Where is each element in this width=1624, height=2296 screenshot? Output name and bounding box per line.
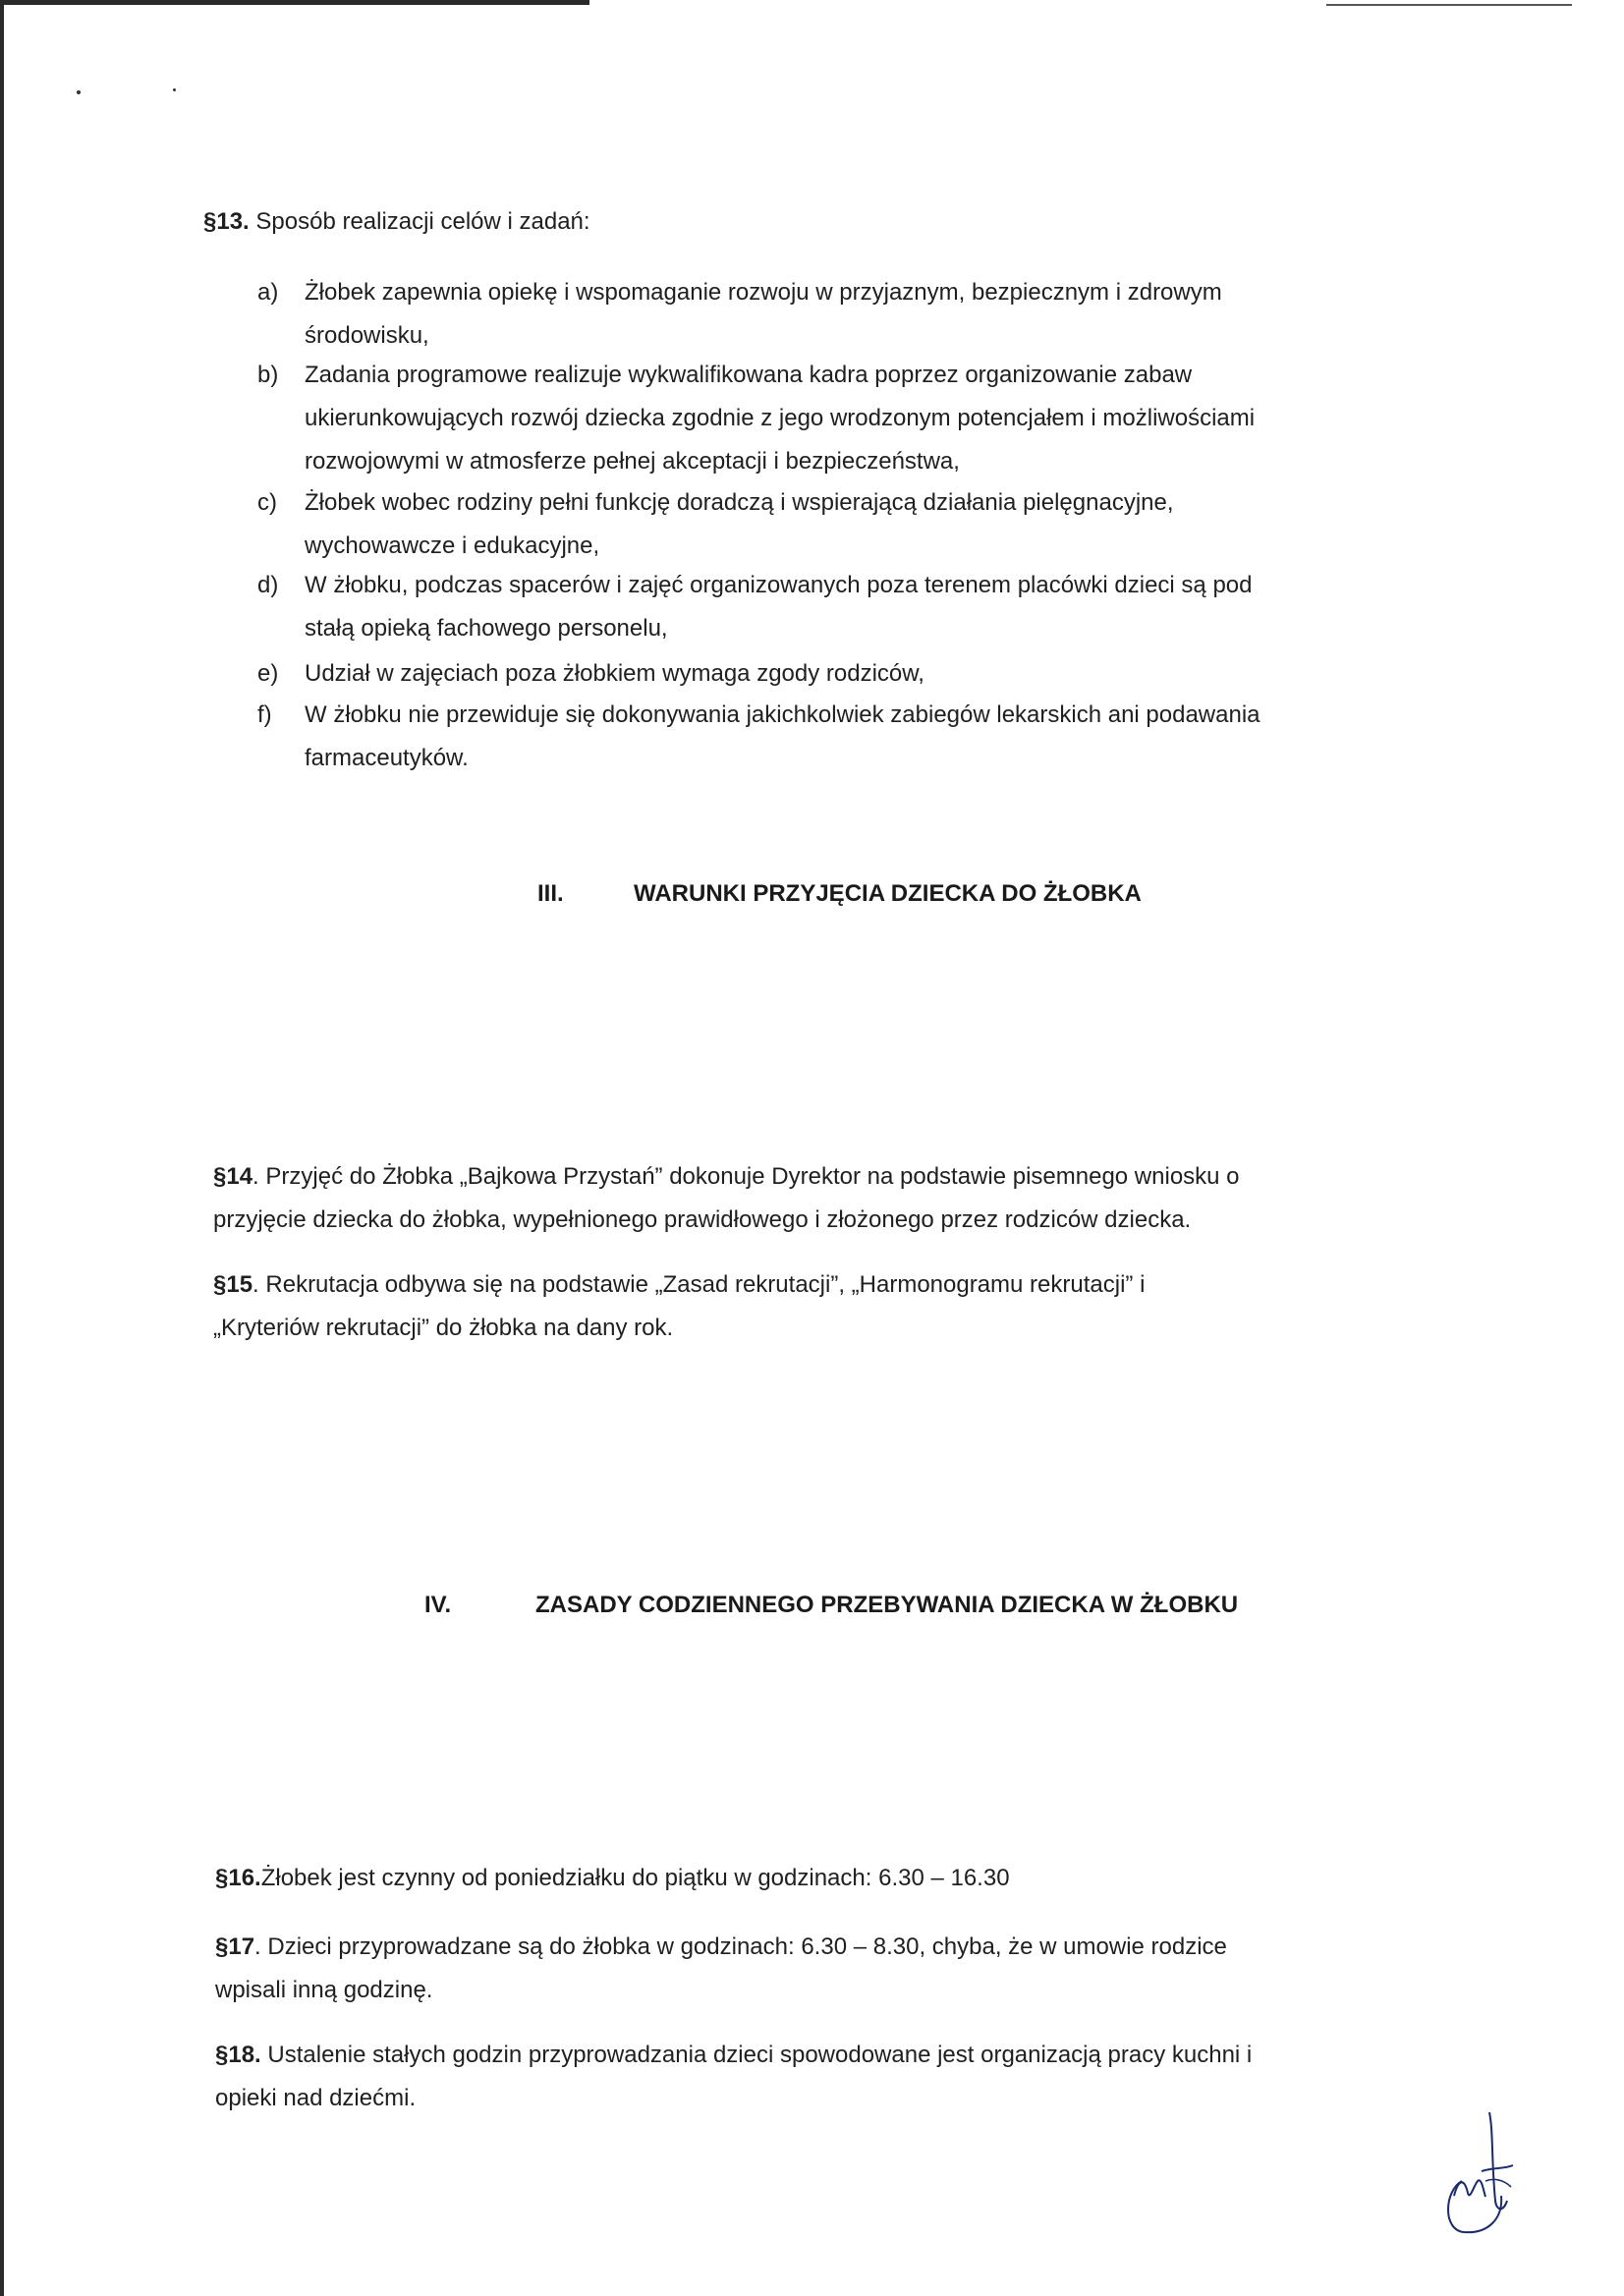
list-item-e — [257, 652, 1485, 696]
list-item-c — [257, 481, 1485, 568]
section-text-line: Żłobek jest czynny od poniedziałku do piątku w godzinach: 6.30 – 16.30 — [260, 1865, 1010, 1891]
section-text-line: „Kryteriów rekrutacji” do żłobka na dany rok. — [213, 1315, 674, 1341]
section-number: §14 — [213, 1163, 253, 1190]
scan-edge-left — [0, 0, 4, 2296]
section-17 — [215, 1926, 1492, 2012]
list-item-text-line: rozwojowymi w atmosferze pełnej akceptacji i bezpieczeństwa, — [305, 448, 960, 475]
handwritten-signature — [1434, 2102, 1523, 2240]
chapter-heading-iii — [537, 872, 1225, 916]
section-18 — [215, 2034, 1492, 2120]
section-16 — [215, 1857, 1492, 1900]
list-item-d — [257, 564, 1485, 650]
section-text-line: . Dzieci przyprowadzane są do żłobka w godzinach: 6.30 – 8.30, chyba, że w umowie rodzice — [254, 1933, 1227, 1960]
chapter-number: III. — [537, 880, 564, 907]
list-item-text-line: W żłobku nie przewiduje się dokonywania jakichkolwiek zabiegów lekarskich ani podawania — [305, 701, 1260, 728]
scan-edge-top — [0, 0, 589, 5]
chapter-title: ZASADY CODZIENNEGO PRZEBYWANIA DZIECKA W ŻŁOBKU — [535, 1592, 1239, 1618]
list-item-text-line: ukierunkowujących rozwój dziecka zgodnie z jego wrodzonym potencjałem i możliwościami — [305, 405, 1256, 431]
scan-speck — [173, 88, 176, 91]
list-item-text-line: Udział w zajęciach poza żłobkiem wymaga zgody rodziców, — [305, 660, 924, 687]
list-letter: f) — [257, 701, 272, 728]
list-item-b — [257, 354, 1485, 483]
list-item-text-line: środowisku, — [305, 322, 429, 349]
section-text-line: przyjęcie dziecka do żłobka, wypełnionego prawidłowego i złożonego przez rodziców dziecka. — [213, 1206, 1192, 1233]
list-item-text-line: Żłobek wobec rodziny pełni funkcję doradczą i wspierającą działania pielęgnacyjne, — [305, 489, 1174, 516]
section-title: Sposób realizacji celów i zadań: — [249, 208, 590, 235]
list-letter: b) — [257, 362, 279, 388]
list-item-text-line: Zadania programowe realizuje wykwalifikowana kadra poprzez organizowanie zabaw — [305, 362, 1193, 388]
section-text-line: opieki nad dziećmi. — [215, 2085, 417, 2111]
list-item-text-line: W żłobku, podczas spacerów i zajęć organizowanych poza terenem placówki dzieci są pod — [305, 572, 1253, 598]
list-item-text-line: Żłobek zapewnia opiekę i wspomaganie rozwoju w przyjaznym, bezpiecznym i zdrowym — [305, 279, 1222, 306]
section-number: §17 — [215, 1933, 255, 1960]
list-item-text-line: farmaceutyków. — [305, 745, 469, 771]
list-letter: e) — [257, 660, 279, 687]
chapter-title: WARUNKI PRZYJĘCIA DZIECKA DO ŻŁOBKA — [634, 880, 1142, 907]
list-item-text-line: wychowawcze i edukacyjne, — [305, 532, 600, 559]
section-number: §16. — [215, 1865, 261, 1891]
section-number: §18. — [215, 2042, 261, 2068]
section-text-line: . Przyjęć do Żłobka „Bajkowa Przystań” dokonuje Dyrektor na podstawie pisemnego wniosku o — [252, 1163, 1240, 1190]
section-number: §15 — [213, 1271, 253, 1298]
section-number: §13. — [203, 208, 250, 235]
list-item-a — [257, 271, 1485, 358]
list-letter: c) — [257, 489, 277, 516]
chapter-number: IV. — [424, 1592, 452, 1618]
scan-edge-top-right — [1326, 4, 1572, 6]
section-13-heading — [203, 200, 1481, 244]
section-text-line: wpisali inną godzinę. — [215, 1977, 433, 2003]
list-item-text-line: stałą opieką fachowego personelu, — [305, 615, 668, 642]
section-text-line: . Rekrutacja odbywa się na podstawie „Zasad rekrutacji”, „Harmonogramu rekrutacji” i — [252, 1271, 1146, 1298]
scan-speck — [77, 90, 81, 94]
section-14 — [213, 1155, 1490, 1242]
section-text-line: Ustalenie stałych godzin przyprowadzania dzieci spowodowane jest organizacją pracy kuchni i — [260, 2042, 1253, 2068]
section-15 — [213, 1263, 1490, 1350]
list-letter: d) — [257, 572, 279, 598]
list-item-f — [257, 694, 1485, 780]
chapter-heading-iv — [424, 1584, 1309, 1627]
list-letter: a) — [257, 279, 279, 306]
